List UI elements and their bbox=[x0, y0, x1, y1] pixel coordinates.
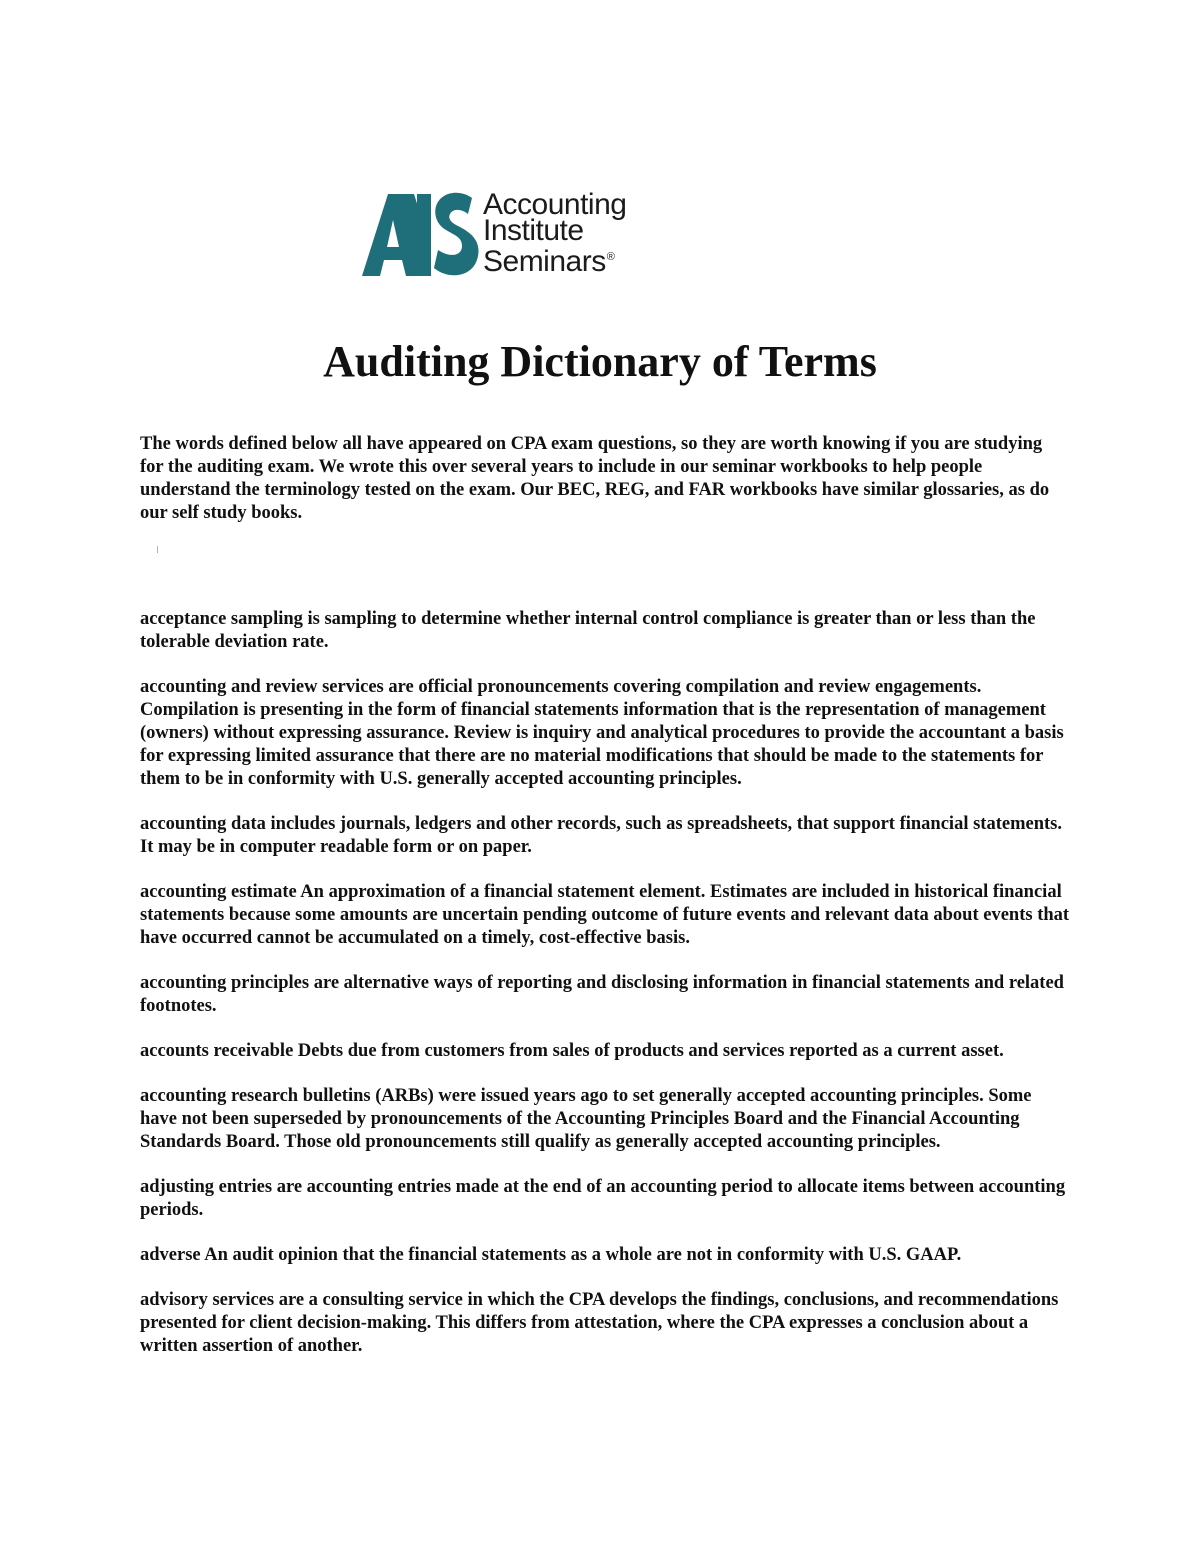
intro-paragraph: The words defined below all have appeared on CPA exam questions, so they are worth knowing if you are studying for the auditing exam. We wrote this over several years to include in our seminar workbooks to help people understand the terminology tested on the exam. Our BEC, REG, and FAR workbooks have similar glossaries, as do our self study books. bbox=[140, 434, 1050, 523]
ais-logo-mark-icon bbox=[362, 190, 480, 280]
glossary-entry-adjusting-entries: adjusting entries are accounting entries made at the end of an accounting period to allocate items between accounting periods. bbox=[140, 1177, 1066, 1220]
logo-letter-s-icon bbox=[434, 193, 478, 275]
registered-mark: ® bbox=[606, 251, 615, 263]
logo-mark-group bbox=[362, 193, 478, 276]
glossary-list bbox=[140, 608, 1070, 1380]
glossary-entry-accounts-receivable: accounts receivable Debts due from customers from sales of products and services reported as a current asset. bbox=[140, 1041, 1004, 1061]
glossary-entry-acceptance-sampling: acceptance sampling is sampling to determine whether internal control compliance is greater than or less than the tolerable deviation rate. bbox=[140, 609, 1036, 652]
logo-letter-i-icon bbox=[417, 194, 431, 276]
logo-line-accounting: Accounting bbox=[483, 188, 627, 221]
glossary-entry-accounting-data: accounting data includes journals, ledgers and other records, such as spreadsheets, that support financial statements. It may be in computer readable form or on paper. bbox=[140, 814, 1062, 857]
glossary-entry-adverse: adverse An audit opinion that the financial statements as a whole are not in conformity with U.S. GAAP. bbox=[140, 1245, 962, 1265]
logo-line-seminars bbox=[483, 244, 626, 278]
ais-logo bbox=[362, 190, 662, 280]
stray-mark-divider bbox=[157, 546, 158, 553]
logo-line-seminars-text: Seminars bbox=[483, 245, 606, 278]
logo-line-institute: Institute bbox=[483, 214, 584, 247]
logo-wordmark bbox=[483, 188, 627, 278]
glossary-entry-accounting-research-bulletins: accounting research bulletins (ARBs) were issued years ago to set generally accepted accounting principles. Some have not been superseded by pronouncements of the Accounting Principles Board and the Financial Accounting Standards Board. Those old pronouncements still qualify as generally accepted accounting principles. bbox=[140, 1086, 1032, 1152]
page-title: Auditing Dictionary of Terms bbox=[323, 337, 877, 386]
glossary-entry-accounting-review-services: accounting and review services are official pronouncements covering compilation and review engagements. Compilation is presenting in the form of financial statements information that is the representation of management (owners) without expressing assurance. Review is inquiry and analytical procedures to provide the accountant a basis for expressing limited assurance that there are no material modifications that should be made to the statements for them to be in conformity with U.S. generally accepted accounting principles. bbox=[140, 677, 1064, 789]
glossary-entry-advisory-services: advisory services are a consulting service in which the CPA develops the findings, conclusions, and recommendations presented for client decision-making. This differs from attestation, where the CPA expresses a conclusion about a written assertion of another. bbox=[140, 1290, 1059, 1356]
glossary-entry-accounting-estimate: accounting estimate An approximation of a financial statement element. Estimates are included in historical financial statements because some amounts are uncertain pending outcome of future events and relevant data about events that have occurred cannot be accumulated on a timely, cost-effective basis. bbox=[140, 882, 1070, 948]
glossary-entry-accounting-principles: accounting principles are alternative ways of reporting and disclosing information in financial statements and related footnotes. bbox=[140, 973, 1064, 1016]
